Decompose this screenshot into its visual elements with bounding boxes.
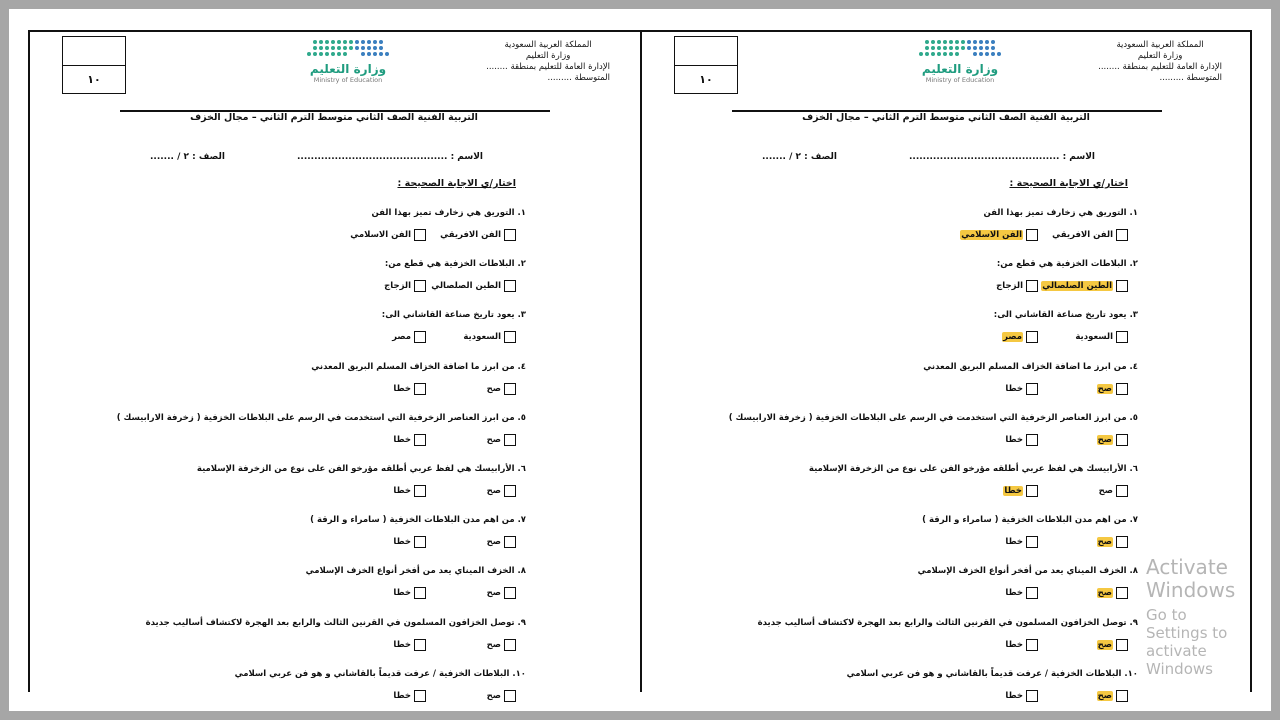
option-label: الطين الصلصالي: [431, 281, 501, 292]
answer-option[interactable]: [426, 280, 516, 292]
option-label: الفن الاسلامي: [350, 230, 411, 240]
checkbox-icon[interactable]: [1116, 485, 1128, 497]
question-item: [36, 460, 526, 511]
worksheet-title: التربية الفنية الصف الثاني متوسط الترم الثاني – مجال الخزف: [802, 112, 1090, 123]
option-label: خطا: [1005, 639, 1023, 650]
answer-option[interactable]: [426, 383, 516, 395]
checkbox-icon[interactable]: [1026, 587, 1038, 599]
question-item: [648, 255, 1138, 306]
answer-option[interactable]: [948, 690, 1038, 702]
score-box: [674, 36, 738, 94]
activation-watermark: [1146, 556, 1246, 678]
header-school: المتوسطة .........: [547, 73, 610, 83]
question-item: [36, 306, 526, 357]
checkbox-icon[interactable]: [504, 229, 516, 241]
option-label: السعودية: [463, 332, 501, 343]
question-text: ٩. توصل الخزافون المسلمون في القرنين الثالث والرابع بعد الهجرة لاكتشاف أساليب جديدة: [757, 617, 1138, 628]
checkbox-icon[interactable]: [414, 690, 426, 702]
header-block: [486, 40, 610, 84]
answer-option[interactable]: [336, 434, 426, 446]
question-text: ٢. البلاطات الخزفية هي قطع من:: [996, 259, 1138, 270]
instruction: اختار/ي الاجابة الصحيحة :: [1009, 178, 1128, 189]
answer-option[interactable]: [336, 639, 426, 651]
question-text: ٩. توصل الخزافون المسلمون في القرنين الثالث والرابع بعد الهجرة لاكتشاف أساليب جديدة: [145, 617, 526, 628]
checkbox-icon[interactable]: [414, 536, 426, 548]
answer-option[interactable]: [1038, 434, 1128, 446]
question-item: [648, 306, 1138, 357]
option-label: صح: [1097, 690, 1112, 701]
slide: [9, 9, 1271, 711]
option-label: صح: [1097, 588, 1112, 599]
question-text: ٥. من ابرز العناصر الزخرفية التي استخدمت في الرسم على البلاطات الخزفية ( زخرفة الارابيسك ): [116, 412, 526, 423]
question-options: [648, 587, 1138, 599]
answer-option[interactable]: [336, 383, 426, 395]
answer-option[interactable]: [1038, 536, 1128, 548]
option-label: مصر: [1003, 332, 1022, 343]
question-options: [648, 485, 1138, 497]
option-label: خطا: [393, 537, 411, 548]
checkbox-icon[interactable]: [1026, 690, 1038, 702]
question-options: [36, 331, 526, 343]
question-item: [648, 204, 1138, 255]
score-box: [62, 36, 126, 94]
logo-dots-icon: [900, 40, 1020, 56]
option-label: الزجاج: [384, 281, 411, 292]
option-label: خطا: [1005, 434, 1023, 445]
answer-option[interactable]: [426, 485, 516, 497]
question-options: [648, 383, 1138, 395]
option-label: صح: [1097, 434, 1112, 445]
answer-option[interactable]: [336, 587, 426, 599]
question-item: [36, 562, 526, 613]
question-text: ٥. من ابرز العناصر الزخرفية التي استخدمت في الرسم على البلاطات الخزفية ( زخرفة الارابيسك ): [728, 412, 1138, 423]
question-item: [36, 204, 526, 255]
checkbox-icon[interactable]: [1116, 690, 1128, 702]
header-directorate: الإدارة العامة للتعليم بمنطقة ........: [1098, 62, 1222, 72]
answer-option[interactable]: [948, 536, 1038, 548]
checkbox-icon[interactable]: [1116, 639, 1128, 651]
answer-option[interactable]: [336, 690, 426, 702]
question-options: [648, 434, 1138, 446]
question-text: ٢. البلاطات الخزفية هي قطع من:: [384, 259, 526, 270]
score-total: ١٠: [699, 73, 713, 86]
answer-option[interactable]: [1038, 485, 1128, 497]
question-options: [36, 383, 526, 395]
checkbox-icon[interactable]: [1116, 383, 1128, 395]
question-text: ٧. من اهم مدن البلاطات الخزفية ( سامراء و الرقة ): [922, 515, 1138, 526]
logo-english: Ministry of Education: [925, 76, 995, 84]
option-label: صح: [486, 434, 501, 445]
answer-option[interactable]: [336, 280, 426, 292]
question-options: [648, 536, 1138, 548]
option-label: الفن الافريقي: [440, 230, 501, 240]
answer-option[interactable]: [336, 229, 426, 241]
option-label: صح: [486, 485, 501, 496]
question-text: ٤. من ابرز ما اضافة الخزاف المسلم البريق المعدني: [923, 361, 1138, 372]
checkbox-icon[interactable]: [414, 485, 426, 497]
question-text: ٨. الخزف الميناي يعد من أفخر أنواع الخزف الإسلامي: [305, 566, 526, 577]
answer-option[interactable]: [426, 536, 516, 548]
header-ministry: وزارة التعليم: [1137, 51, 1183, 61]
question-item: [36, 614, 526, 665]
question-list: [36, 204, 526, 716]
worksheet-title: التربية الفنية الصف الثاني متوسط الترم الثاني – مجال الخزف: [190, 112, 478, 123]
question-item: [648, 665, 1138, 716]
answer-option[interactable]: [1038, 690, 1128, 702]
option-label: صح: [486, 639, 501, 650]
option-label: صح: [1098, 485, 1113, 496]
checkbox-icon[interactable]: [414, 639, 426, 651]
checkbox-icon[interactable]: [504, 690, 516, 702]
option-label: الفن الاسلامي: [961, 230, 1022, 240]
checkbox-icon[interactable]: [1116, 587, 1128, 599]
question-item: [36, 255, 526, 306]
checkbox-icon[interactable]: [414, 229, 426, 241]
checkbox-icon[interactable]: [504, 639, 516, 651]
answer-option[interactable]: [1038, 280, 1128, 292]
class-field[interactable]: الصف : ٢ / .......: [150, 152, 225, 162]
answer-option[interactable]: [426, 434, 516, 446]
worksheet-blank: [30, 32, 638, 701]
answer-option[interactable]: [1038, 383, 1128, 395]
answer-option[interactable]: [948, 434, 1038, 446]
checkbox-icon[interactable]: [1026, 434, 1038, 446]
answer-option[interactable]: [426, 690, 516, 702]
question-item: [648, 460, 1138, 511]
question-text: ٤. من ابرز ما اضافة الخزاف المسلم البريق المعدني: [311, 361, 526, 372]
checkbox-icon[interactable]: [414, 434, 426, 446]
student-name-field[interactable]: الاسم : ............................................: [297, 152, 483, 162]
option-label: الطين الصلصالي: [1042, 281, 1112, 292]
option-label: خطا: [1005, 588, 1023, 599]
checkbox-icon[interactable]: [1026, 383, 1038, 395]
checkbox-icon[interactable]: [414, 331, 426, 343]
header-kingdom: المملكة العربية السعودية: [1116, 40, 1204, 50]
answer-option[interactable]: [1038, 587, 1128, 599]
answer-option[interactable]: [336, 485, 426, 497]
answer-option[interactable]: [1038, 229, 1128, 241]
checkbox-icon[interactable]: [504, 587, 516, 599]
answer-option[interactable]: [1038, 331, 1128, 343]
score-obtained: [675, 37, 737, 66]
header-ministry: وزارة التعليم: [525, 51, 571, 61]
logo-english: Ministry of Education: [313, 76, 383, 84]
option-label: خطا: [393, 588, 411, 599]
question-options: [36, 280, 526, 292]
answer-option[interactable]: [336, 331, 426, 343]
question-item: [36, 409, 526, 460]
answer-option[interactable]: [948, 587, 1038, 599]
question-item: [648, 409, 1138, 460]
question-text: ٧. من اهم مدن البلاطات الخزفية ( سامراء و الرقة ): [310, 515, 526, 526]
answer-option[interactable]: [426, 229, 516, 241]
question-text: ٦. الأرابيسك هي لفظ عربي أطلقه مؤرخو الفن على نوع من الزخرفة الإسلامية: [196, 463, 526, 474]
question-text: ٨. الخزف الميناي يعد من أفخر أنواع الخزف الإسلامي: [917, 566, 1138, 577]
answer-option[interactable]: [948, 485, 1038, 497]
checkbox-icon[interactable]: [504, 485, 516, 497]
checkbox-icon[interactable]: [414, 587, 426, 599]
watermark-title: Activate Windows: [1146, 555, 1236, 602]
answer-option[interactable]: [948, 331, 1038, 343]
checkbox-icon[interactable]: [1116, 331, 1128, 343]
answer-option[interactable]: [948, 383, 1038, 395]
option-label: خطا: [393, 434, 411, 445]
question-options: [36, 434, 526, 446]
option-label: الفن الافريقي: [1052, 230, 1113, 240]
option-label: خطا: [393, 485, 411, 496]
header-directorate: الإدارة العامة للتعليم بمنطقة ........: [486, 62, 610, 72]
answer-option[interactable]: [426, 639, 516, 651]
question-options: [36, 229, 526, 241]
option-label: خطا: [393, 639, 411, 650]
question-options: [648, 639, 1138, 651]
checkbox-icon[interactable]: [1026, 280, 1038, 292]
ministry-logo: [900, 40, 1020, 84]
checkbox-icon[interactable]: [1026, 639, 1038, 651]
checkbox-icon[interactable]: [1026, 485, 1038, 497]
question-item: [648, 511, 1138, 562]
question-item: [648, 358, 1138, 409]
checkbox-icon[interactable]: [1026, 229, 1038, 241]
checkbox-icon[interactable]: [414, 280, 426, 292]
answer-option[interactable]: [948, 280, 1038, 292]
answer-option[interactable]: [426, 587, 516, 599]
score-total: ١٠: [87, 73, 101, 86]
question-options: [648, 229, 1138, 241]
option-label: خطا: [1005, 537, 1023, 548]
option-label: مصر: [392, 332, 411, 343]
question-item: [648, 562, 1138, 613]
question-options: [648, 690, 1138, 702]
option-label: السعودية: [1075, 332, 1113, 343]
question-text: ٦. الأرابيسك هي لفظ عربي أطلقه مؤرخو الفن على نوع من الزخرفة الإسلامية: [808, 463, 1138, 474]
question-text: ١٠. البلاطات الخزفية / عرفت قديماً بالقاشاني و هو فن عربي اسلامي: [846, 668, 1138, 679]
worksheet-sheet: [28, 30, 1252, 701]
answer-option[interactable]: [336, 536, 426, 548]
option-label: صح: [486, 588, 501, 599]
option-label: خطا: [1005, 690, 1023, 701]
checkbox-icon[interactable]: [1026, 331, 1038, 343]
checkbox-icon[interactable]: [1116, 280, 1128, 292]
question-options: [36, 587, 526, 599]
instruction: اختار/ي الاجابة الصحيحة :: [397, 178, 516, 189]
logo-arabic: وزارة التعليم: [921, 62, 999, 76]
score-obtained: [63, 37, 125, 66]
question-options: [36, 639, 526, 651]
checkbox-icon[interactable]: [1116, 229, 1128, 241]
checkbox-icon[interactable]: [1116, 434, 1128, 446]
question-list: [648, 204, 1138, 716]
header-block: [1098, 40, 1222, 84]
question-options: [36, 690, 526, 702]
checkbox-icon[interactable]: [1116, 536, 1128, 548]
header-kingdom: المملكة العربية السعودية: [504, 40, 592, 50]
question-text: ٣. يعود تاريخ صناعة القاشاني الى:: [993, 310, 1138, 321]
watermark-subtitle: Go to Settings to activate Windows: [1146, 606, 1228, 678]
question-options: [648, 280, 1138, 292]
question-text: ٣. يعود تاريخ صناعة القاشاني الى:: [381, 310, 526, 321]
student-name-field[interactable]: الاسم : ............................................: [909, 152, 1095, 162]
question-item: [648, 614, 1138, 665]
option-label: خطا: [1004, 485, 1022, 496]
question-options: [648, 331, 1138, 343]
class-field[interactable]: الصف : ٢ / .......: [762, 152, 837, 162]
question-options: [36, 485, 526, 497]
question-item: [36, 665, 526, 716]
answer-option[interactable]: [1038, 639, 1128, 651]
option-label: خطا: [393, 383, 411, 394]
checkbox-icon[interactable]: [504, 280, 516, 292]
question-options: [36, 536, 526, 548]
question-item: [36, 358, 526, 409]
answer-option[interactable]: [948, 639, 1038, 651]
logo-arabic: وزارة التعليم: [309, 62, 387, 76]
option-label: صح: [486, 537, 501, 548]
question-text: ١. التوريق هي زخارف تميز بهذا الفن: [371, 208, 526, 218]
logo-dots-icon: [288, 40, 408, 56]
option-label: صح: [486, 383, 501, 394]
checkbox-icon[interactable]: [1026, 536, 1038, 548]
checkbox-icon[interactable]: [414, 383, 426, 395]
option-label: صح: [1097, 383, 1112, 394]
question-text: ١٠. البلاطات الخزفية / عرفت قديماً بالقاشاني و هو فن عربي اسلامي: [234, 668, 526, 679]
option-label: صح: [1097, 639, 1112, 650]
option-label: صح: [486, 690, 501, 701]
header-school: المتوسطة .........: [1159, 73, 1222, 83]
checkbox-icon[interactable]: [504, 434, 516, 446]
option-label: الزجاج: [996, 281, 1023, 292]
answer-option[interactable]: [948, 229, 1038, 241]
question-item: [36, 511, 526, 562]
checkbox-icon[interactable]: [504, 331, 516, 343]
option-label: خطا: [393, 690, 411, 701]
option-label: صح: [1097, 537, 1112, 548]
checkbox-icon[interactable]: [504, 383, 516, 395]
answer-option[interactable]: [426, 331, 516, 343]
ministry-logo: [288, 40, 408, 84]
checkbox-icon[interactable]: [504, 536, 516, 548]
question-text: ١. التوريق هي زخارف تميز بهذا الفن: [983, 208, 1138, 218]
option-label: خطا: [1005, 383, 1023, 394]
